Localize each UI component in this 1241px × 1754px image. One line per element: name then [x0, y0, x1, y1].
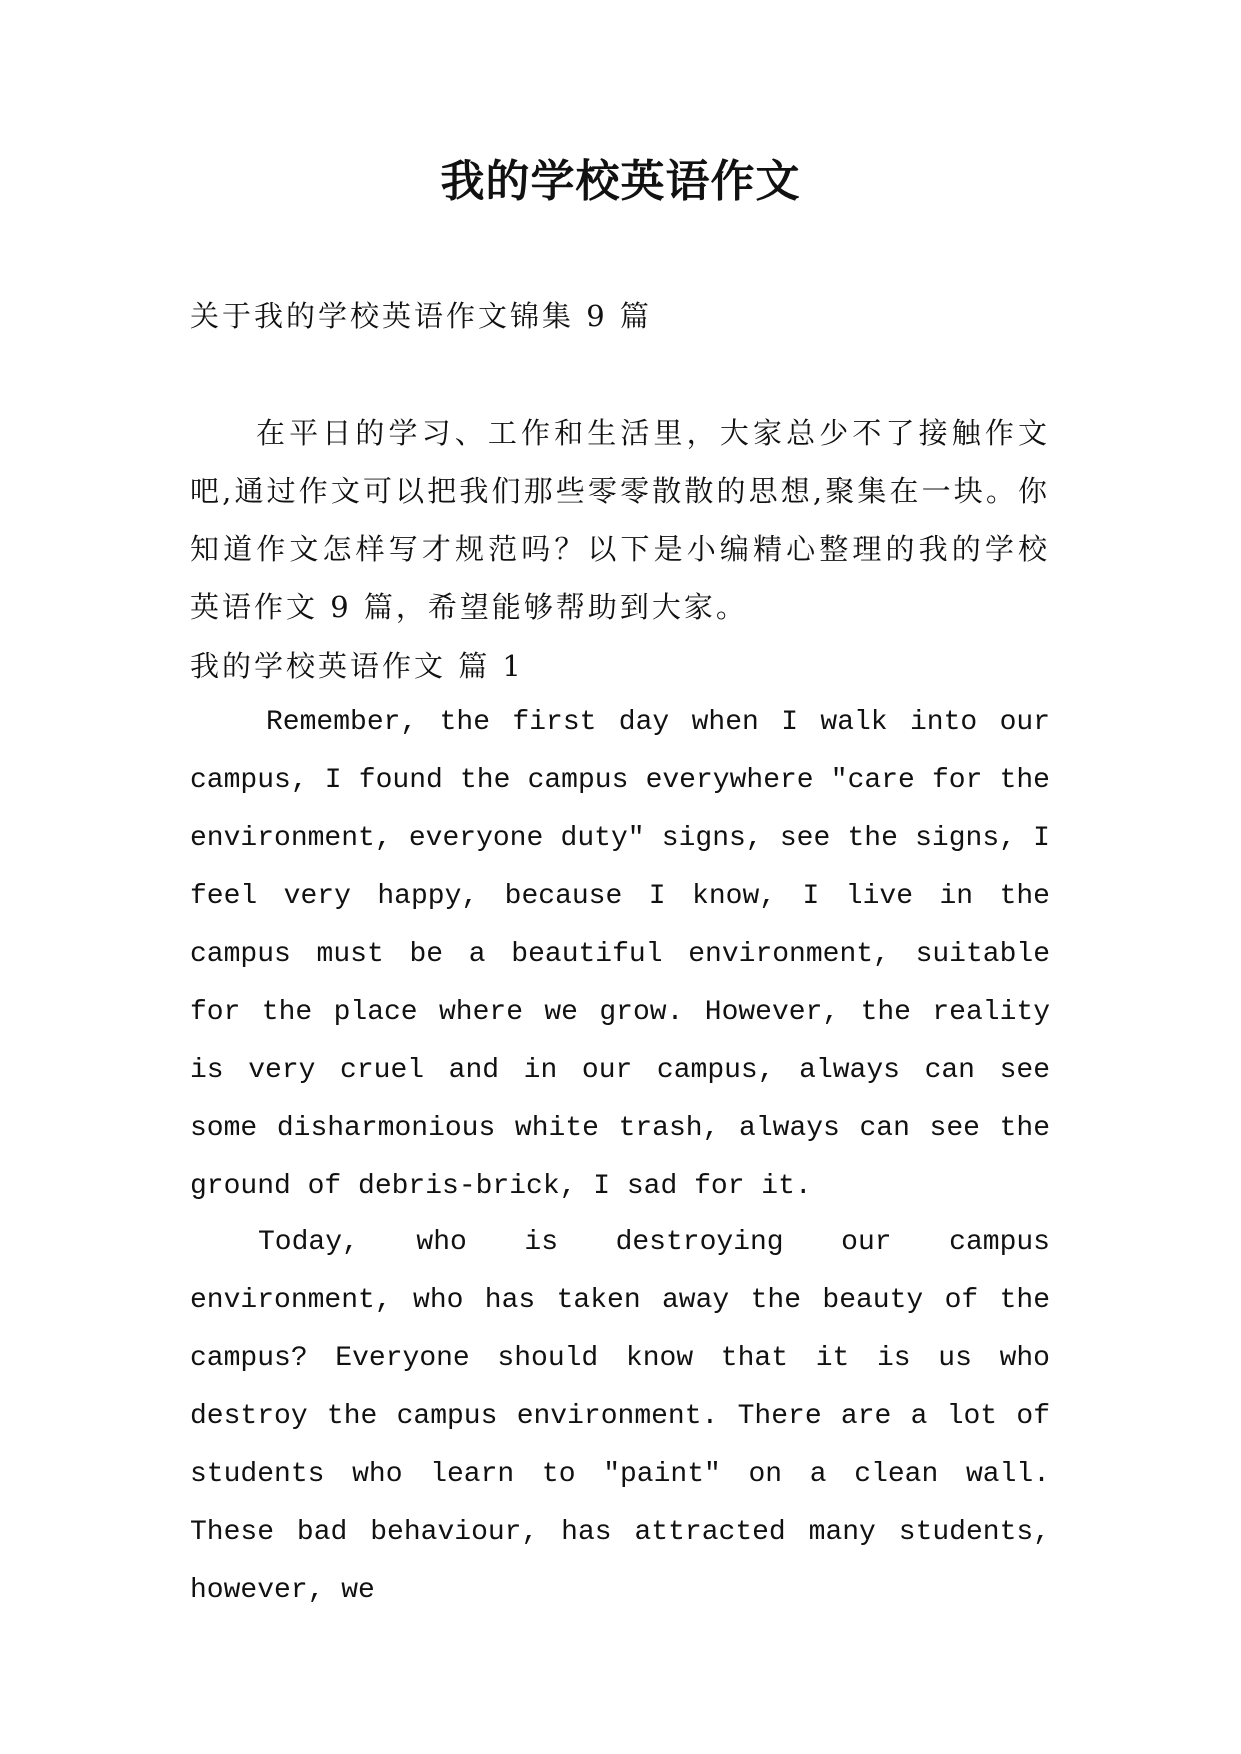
document-subtitle: 关于我的学校英语作文锦集 9 篇: [190, 299, 652, 333]
essay-paragraph: Remember, the first day when I walk into our campus, I found the campus everywhere "care for the environment, everyone duty" signs, see the signs, I feel very happy, because I know, I live in the campus must be a beautiful environment, suitable for the place where we grow. However, the reality is very cruel and in our campus, always can see some disharmonious white trash, always can see the ground of debris-brick, I sad for it.: [190, 707, 1050, 1202]
section-heading: 我的学校英语作文 篇 1: [190, 649, 524, 683]
essay-paragraph: Today, who is destroying our campus environment, who has taken away the beauty of the campus? Everyone should know that it is us who destroy the campus environment. There are a lot of students who learn to "paint" on a clean wall. These bad behaviour, has attracted many students, however, we: [190, 1227, 1050, 1606]
document-title: 我的学校英语作文: [440, 156, 801, 207]
intro-paragraph: 在平日的学习、工作和生活里，大家总少不了接触作文吧,通过作文可以把我们那些零零散散的思想,聚集在一块。你知道作文怎样写才规范吗？以下是小编精心整理的我的学校英语作文 9 篇，希望能够帮助到大家。: [190, 416, 1050, 624]
